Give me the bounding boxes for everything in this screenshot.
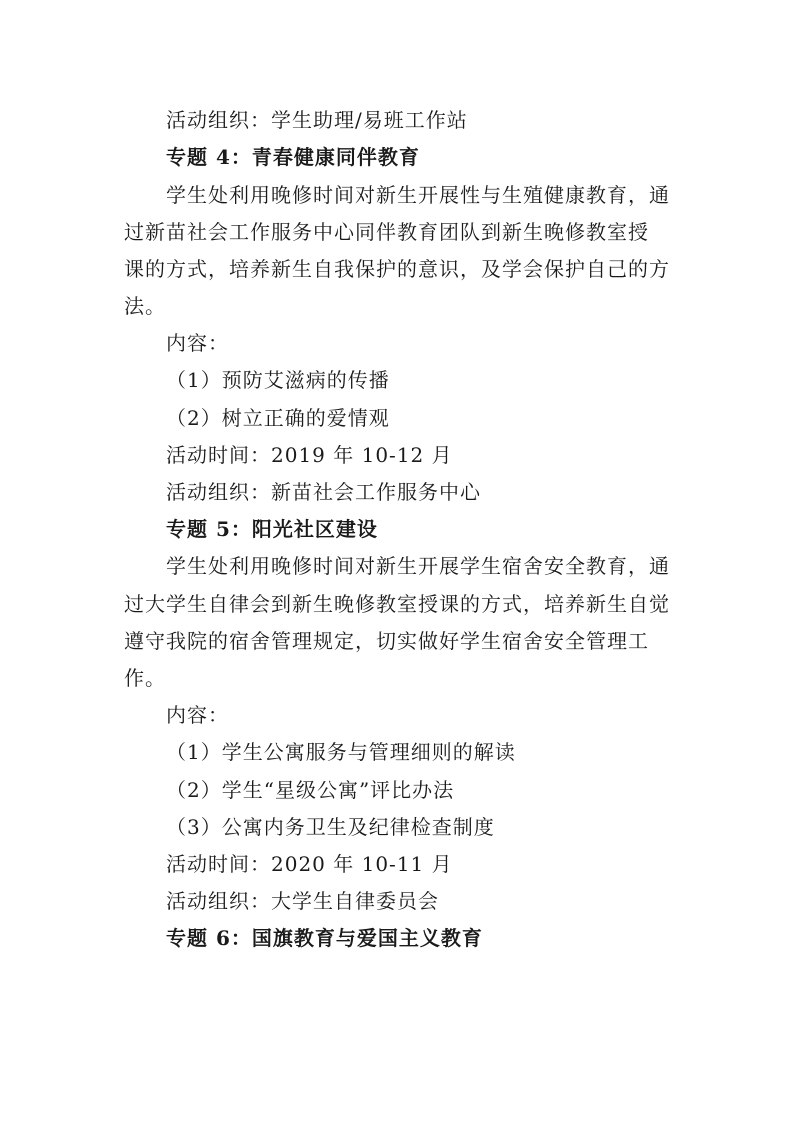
paragraph-line: 过大学生自律会到新生晚修教室授课的方式，培养新生自觉 [124, 592, 670, 616]
topic-4-heading: 专题 4：青春健康同伴教育 [166, 145, 420, 169]
content-item: （2）树立正确的爱情观 [166, 406, 390, 430]
paragraph-line: 学生处利用晚修时间对新生开展性与生殖健康教育，通 [166, 183, 670, 207]
content-item: （2）学生“星级公寓”评比办法 [166, 778, 455, 802]
activity-org: 活动组织：新苗社会工作服务中心 [166, 480, 481, 504]
paragraph-line: 学生处利用晚修时间对新生开展学生宿舍安全教育，通 [166, 554, 670, 578]
content-label: 内容： [166, 331, 229, 355]
content-item: （1）学生公寓服务与管理细则的解读 [166, 740, 516, 764]
paragraph-line: 作。 [124, 666, 166, 690]
activity-org-line: 活动组织：学生助理/易班工作站 [166, 108, 468, 132]
activity-org: 活动组织：大学生自律委员会 [166, 889, 439, 913]
activity-time: 活动时间：2020 年 10-11 月 [166, 852, 453, 876]
content-label: 内容： [166, 703, 229, 727]
topic-6-heading: 专题 6：国旗教育与爱国主义教育 [166, 926, 483, 950]
paragraph-line: 课的方式，培养新生自我保护的意识，及学会保护自己的方 [124, 257, 670, 281]
paragraph-line: 法。 [124, 294, 166, 318]
paragraph-line: 过新苗社会工作服务中心同伴教育团队到新生晚修教室授 [124, 220, 649, 244]
content-item: （3）公寓内务卫生及纪律检查制度 [166, 815, 495, 839]
content-item: （1）预防艾滋病的传播 [166, 368, 390, 392]
paragraph-line: 遵守我院的宿舍管理规定，切实做好学生宿舍安全管理工 [124, 629, 649, 653]
activity-time: 活动时间：2019 年 10-12 月 [166, 443, 453, 467]
topic-5-heading: 专题 5：阳光社区建设 [166, 517, 378, 541]
